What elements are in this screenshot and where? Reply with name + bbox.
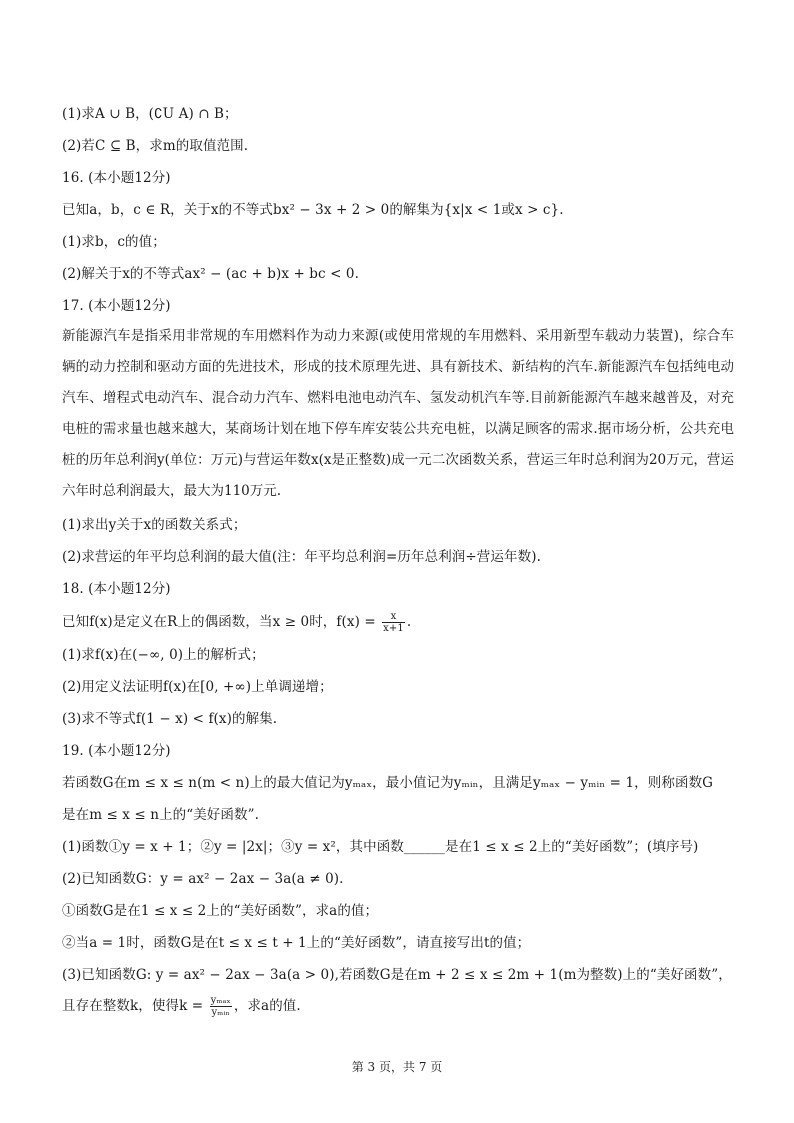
- q19-part3: (3)已知函数G: y = ax² − 2ax − 3a(a > 0),若函数G是在m + 2 ≤ x ≤ 2m + 1(m为整数)上的“美好函数”，: [62, 967, 732, 983]
- q17-part2: (2)求营运的年平均总利润的最大值(注：年平均总利润=历年总利润÷营运年数).: [62, 549, 541, 565]
- q19-fraction-denominator: yₘᵢₙ: [211, 1007, 230, 1018]
- q19-fraction-numerator: yₘₐₓ: [210, 995, 231, 1006]
- q16-heading: 16. (本小题12分): [62, 170, 171, 186]
- q18-stem-text: 已知f(x)是定义在R上的偶函数，当x ≥ 0时，f(x) =: [62, 614, 381, 630]
- q16-part2: (2)解关于x的不等式ax² − (ac + b)x + bc < 0.: [62, 266, 359, 282]
- q18-part2: (2)用定义法证明f(x)在[0, +∞)上单调递增；: [62, 679, 333, 695]
- q16-stem: 已知a，b，c ∈ R，关于x的不等式bx² − 3x + 2 > 0的解集为{x|x < 1或x > c}.: [62, 202, 564, 218]
- q18-stem-end: .: [406, 614, 412, 630]
- q19-part2-sub2: ②当a = 1时，函数G是在t ≤ x ≤ t + 1上的“美好函数”，请直接写出t的值；: [62, 935, 531, 951]
- q19-part3-text: 且存在整数k，使得k =: [62, 998, 208, 1014]
- q18-stem: [62, 611, 742, 634]
- q15-part2: (2)若C ⊆ B，求m的取值范围.: [62, 138, 249, 154]
- q19-fraction: [210, 995, 232, 1018]
- q19-stem-line2: 是在m ≤ x ≤ n上的“美好函数”.: [62, 807, 259, 823]
- page-footer: 第 3 页，共 7 页: [351, 1060, 443, 1074]
- q17-part1: (1)求出y关于x的函数关系式；: [62, 517, 247, 533]
- q18-fraction: [382, 611, 405, 634]
- q19-part2: (2)已知函数G：y = ax² − 2ax − 3a(a ≠ 0).: [62, 871, 344, 887]
- q19-stem-line1: 若函数G在m ≤ x ≤ n(m < n)上的最大值记为yₘₐₓ，最小值记为yₘᵢₙ，且满足yₘₐₓ − yₘᵢₙ = 1，则称函数G: [62, 775, 714, 791]
- q18-fraction-numerator: x: [382, 611, 405, 623]
- q19-part1: (1)函数①y = x + 1；②y = |2x|；③y = x²，其中函数______是在1 ≤ x ≤ 2上的“美好函数”；(填序号): [62, 839, 699, 855]
- q16-part1: (1)求b，c的值；: [62, 234, 166, 250]
- q19-part2-sub1: ①函数G是在1 ≤ x ≤ 2上的“美好函数”，求a的值；: [62, 903, 379, 919]
- q19-part3-end: ，求a的值.: [233, 998, 301, 1014]
- q18-fraction-denominator: x+1: [383, 623, 404, 634]
- q19-heading: 19. (本小题12分): [62, 743, 171, 759]
- q17-heading: 17. (本小题12分): [62, 298, 171, 314]
- q18-part3: (3)求不等式f(1 − x) < f(x)的解集.: [62, 711, 278, 727]
- q18-part1: (1)求f(x)在(−∞, 0)上的解析式；: [62, 647, 265, 663]
- q15-part1: (1)求A ∪ B，(∁U A) ∩ B；: [62, 106, 238, 122]
- q19-part3-cont: [62, 995, 742, 1018]
- q17-paragraph: 新能源汽车是指采用非常规的车用燃料作为动力来源(或使用常规的车用燃料、采用新型车载动力装置)，综合车辆的动力控制和驱动方面的先进技术，形成的技术原理先进、具有新技术、新结构的汽车.新能源汽车包括纯电动汽车、增程式电动汽车、混合动力汽车、燃料电池电动汽车、氢发动机汽车等.目前新能源汽车越来越普及，对充电桩的需求量也越来越大，某商场计划在地下停车库安装公共充电桩，以满足顾客的需求.据市场分析，公共充电桩的历年总利润y(单位：万元)与营运年数x(x是正整数)成一元二次函数关系，营运三年时总利润为20万元，营运六年时总利润最大，最大为110万元.: [62, 328, 734, 499]
- q18-heading: 18. (本小题12分): [62, 581, 171, 597]
